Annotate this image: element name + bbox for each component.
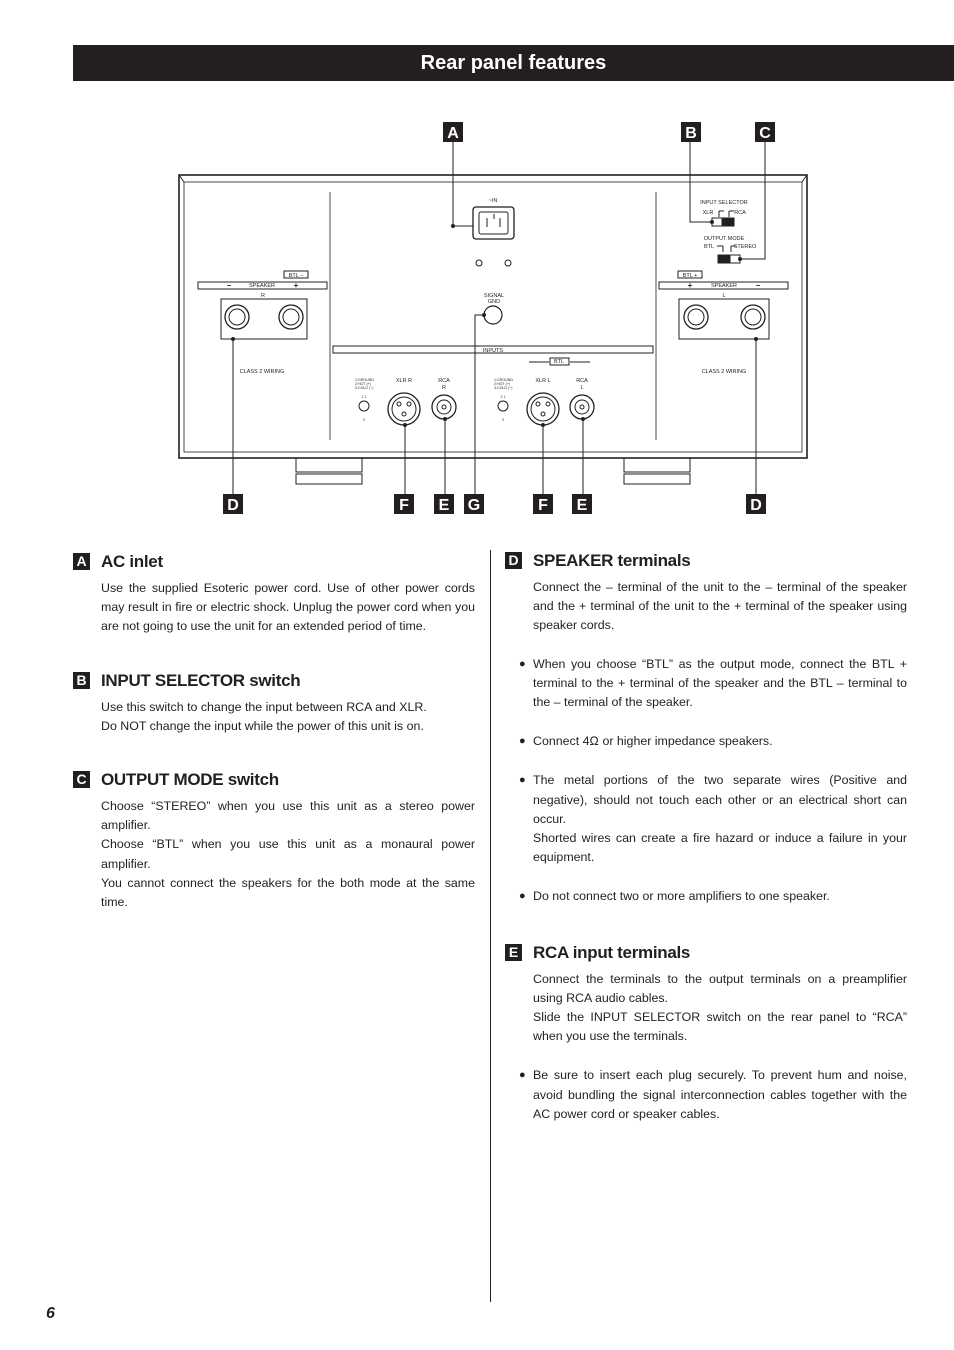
svg-text:F: F (538, 497, 548, 514)
callout-d-right (746, 494, 766, 514)
page-title: Rear panel features (73, 45, 954, 81)
section-letter-b: B (73, 672, 90, 689)
bullet-dot: ● (519, 774, 526, 787)
section-title-input-selector: INPUT SELECTOR switch (101, 670, 301, 690)
xlr-label: XLR (702, 210, 714, 216)
page-number: 6 (46, 1305, 55, 1322)
btl-label: BTL (703, 244, 715, 250)
section-title-rca-input: RCA input terminals (533, 942, 691, 962)
section-input-selector (73, 670, 475, 736)
svg-text:D: D (750, 497, 762, 514)
pin-legend-l-1: 1:GROUND (494, 378, 513, 382)
bullet-dot: ● (519, 890, 526, 903)
ac-inlet-text: Use the supplied Esoteric power cord. Use of other power cords may result in fire or electric shock. Unplug the power cord when you are not going to use the unit for an extended period of time. (101, 581, 475, 634)
input-selector-text-1: Use this switch to change the input between RCA and XLR. (101, 699, 427, 714)
rca-label: RCA (734, 210, 746, 216)
output-mode-label: OUTPUT MODE (703, 236, 745, 242)
pin-legend-l-3: 3:COLD (−) (494, 386, 513, 390)
btl-minus-box: BTL − (288, 273, 304, 279)
section-title-output-mode: OUTPUT MODE switch (101, 770, 279, 790)
section-speaker-terminals (505, 550, 907, 907)
right-column (505, 550, 907, 1124)
ac-in-label: ~IN (488, 198, 498, 204)
svg-text:A: A (447, 125, 459, 142)
r-plus-sign: + (293, 281, 299, 290)
svg-text:G: G (467, 497, 481, 514)
btl-plus-box: BTL + (682, 273, 698, 279)
section-letter-e: E (505, 944, 522, 961)
svg-text:E: E (438, 497, 450, 514)
pin-numbers-l: 2 1 (500, 395, 506, 399)
l-plus-sign: + (687, 281, 693, 290)
speaker-bullet-amplifiers: ● Do not connect two or more amplifiers to one speaker. (533, 887, 907, 906)
pin-legend-r-1: 1:GROUND (355, 378, 374, 382)
section-output-mode (73, 769, 475, 912)
section-letter-c: C (73, 771, 90, 788)
callout-b (681, 122, 701, 142)
pin-3-r: 3 (363, 418, 365, 422)
pin-legend-r-2: 2:HOT (+) (355, 382, 372, 386)
callout-a (443, 122, 463, 142)
rca-l-channel: L (580, 385, 584, 391)
speaker-terminals-text: Connect the – terminal of the unit to the – terminal of the speaker and the + terminal of the unit to the + terminal of the speaker using speaker cords. (533, 580, 907, 633)
gnd-label: GND (487, 299, 501, 305)
stereo-label: STEREO (733, 244, 757, 250)
callout-e-right (572, 494, 592, 514)
xlr-r-label: XLR R (395, 378, 413, 384)
svg-text:F: F (399, 497, 409, 514)
bullet-dot: ● (519, 1069, 526, 1082)
speaker-l-label: SPEAKER (711, 283, 737, 289)
input-selector-text-2: Do NOT change the input while the power of this unit is on. (101, 718, 424, 733)
pin-legend-l-2: 2:HOT (+) (494, 382, 511, 386)
rear-panel-diagram (0, 0, 954, 540)
bullet-dot: ● (519, 735, 526, 748)
section-rca-input (505, 942, 907, 1124)
rca-r-jack (432, 395, 456, 419)
svg-text:C: C (759, 125, 771, 142)
input-selector-label: INPUT SELECTOR (700, 200, 748, 206)
xlr-r-jack (388, 393, 420, 425)
rca-r-channel: R (442, 385, 446, 391)
signal-label: SIGNAL (483, 293, 505, 299)
speaker-bullet-impedance: ● Connect 4Ω or higher impedance speakers. (533, 732, 907, 751)
speaker-bullet-btl: ● When you choose “BTL” as the output mode, connect the BTL + terminal to the + terminal of the speaker and the BTL – terminal to the – terminal of the speaker. (519, 656, 907, 710)
btl-inputs-label: BTL (553, 359, 565, 365)
pin-legend-r-3: 3:COLD (−) (355, 386, 374, 390)
rca-bullet-plug: ● Be sure to insert each plug securely. To prevent hum and noise, avoid bundling the signal interconnection cables together with the AC power cord or speaker cables. (519, 1068, 907, 1121)
speaker-bullet-short-2: Shorted wires can create a fire hazard or induce a failure in your equipment. (533, 831, 907, 865)
class2-wiring-left: CLASS 2 WIRING (239, 369, 285, 375)
callout-g (464, 494, 484, 514)
inputs-label: INPUTS (482, 348, 504, 354)
section-title-ac-inlet: AC inlet (101, 552, 163, 571)
channel-l-label: L (722, 293, 726, 299)
rca-l-jack (570, 395, 594, 419)
section-letter-d: D (505, 552, 522, 569)
callout-e-left (434, 494, 454, 514)
signal-gnd-terminal (484, 306, 502, 324)
channel-r-label: R (261, 293, 265, 299)
l-minus-sign: − (755, 281, 761, 290)
output-mode-text-2: Choose “BTL” when you use this unit as a monaural power amplifier. (101, 837, 475, 871)
xlr-l-jack (527, 393, 559, 425)
section-title-speaker-terminals: SPEAKER terminals (533, 551, 691, 570)
output-mode-text-3: You cannot connect the speakers for the both mode at the same time. (101, 875, 475, 910)
callout-f-right (533, 494, 553, 514)
chassis-outline (179, 175, 807, 458)
class2-wiring-right: CLASS 2 WIRING (701, 369, 747, 375)
r-minus-sign: − (226, 281, 232, 290)
section-ac-inlet (73, 551, 475, 637)
bullet-dot: ● (519, 657, 526, 670)
pin-numbers-r: 2 1 (361, 395, 367, 399)
callout-c (755, 122, 775, 142)
speaker-bullet-short: ● The metal portions of the two separate wires (Positive and negative), should not touch each other or an electrical short can occur. Shorted wires can create a fire hazard or induce a failure in your equipment. (533, 771, 907, 867)
rca-input-text-1: Connect the terminals to the output terminals on a preamplifier using RCA audio cables. (533, 971, 907, 1005)
svg-text:B: B (685, 125, 697, 142)
svg-text:D: D (227, 497, 239, 514)
pin-3-l: 3 (502, 418, 504, 422)
callout-f-left (394, 494, 414, 514)
rca-l-label: RCA (576, 378, 588, 384)
rca-r-label: RCA (438, 378, 450, 384)
output-mode-text-1: Choose “STEREO” when you use this unit as a stereo power amplifier. (101, 799, 475, 833)
svg-text:E: E (576, 497, 588, 514)
rca-input-text-2: Slide the INPUT SELECTOR switch on the rear panel to “RCA” when you use the terminals. (533, 1010, 907, 1044)
column-divider (490, 550, 491, 1302)
left-column (73, 551, 475, 912)
section-letter-a: A (73, 553, 90, 570)
callout-d-left (223, 494, 243, 514)
speaker-r-label: SPEAKER (249, 283, 275, 289)
xlr-l-label: XLR L (535, 378, 551, 384)
